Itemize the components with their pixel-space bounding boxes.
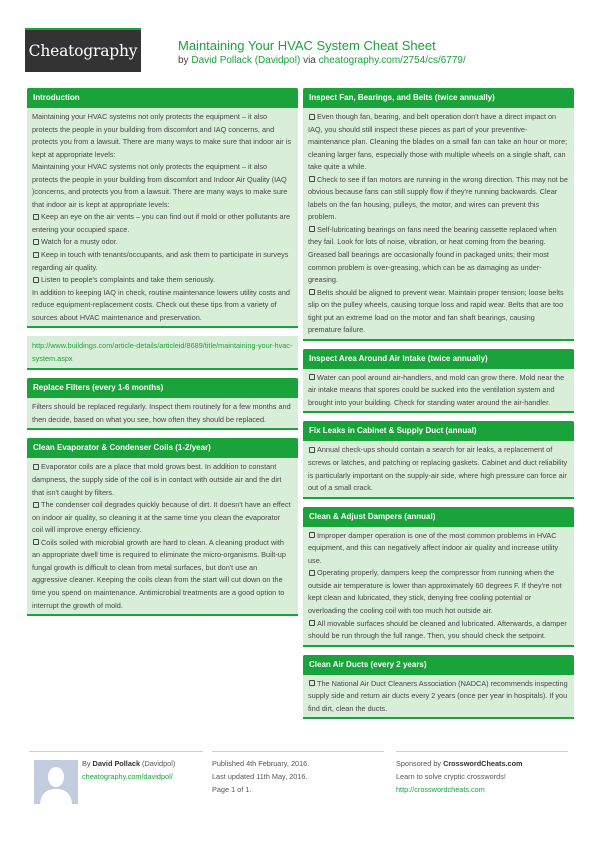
checkbox-icon bbox=[33, 214, 39, 220]
list-item: The condenser coil degrades quickly because of dirt. It doesn't have an effect on indoor air quality, so cleaning it at the same time you clean the evaporator coil will improve energy efficiency. bbox=[32, 500, 291, 535]
via-text: via bbox=[303, 55, 316, 66]
checkbox-icon bbox=[309, 447, 315, 453]
footer-author bbox=[29, 751, 203, 783]
intro-paragraph: Maintaining your HVAC systems not only protects the equipment – it also protects the people in your building from discomfort and Indoor Air Quality (IAQ )concerns, and protects you from a lawsuit. There are many ways to make sure that indoor air is kept at appropriate levels: bbox=[32, 162, 288, 209]
section-heading: Inspect Area Around Air Intake (twice annually) bbox=[303, 349, 574, 369]
list-item: Self-lubricating bearings on fans need the bearing cassette replaced when they fail. Look for lots of noise, vibration, or heat coming from the bearing. Greased ball bearings are occasionally found in packaged units; their most common problem is over-greasing, which can be as damaging as under-greasing. bbox=[308, 224, 557, 285]
sponsor-tagline: Learn to solve cryptic crosswords! bbox=[396, 772, 506, 781]
checkbox-icon bbox=[309, 374, 315, 380]
avatar[interactable] bbox=[34, 760, 78, 804]
list-item: Operating properly, dampers keep the compressor from running when the outside air temperature is lower than approximately 60 degrees F. If they're not kept clean and lubricated, they stick, denying free cooling potential or overloading the cooling coil with too much hot outside air. bbox=[308, 568, 562, 615]
intro-paragraph: Maintaining your HVAC systems not only protects the equipment – it also protects the people in your building from discomfort and IAQ concerns, and protects you from a lawsuit. There are many ways to make sure that indoor air is kept at appropriate levels: bbox=[32, 112, 292, 159]
left-column bbox=[27, 88, 298, 624]
footer-publication-info bbox=[212, 751, 384, 796]
checkbox-icon bbox=[33, 502, 39, 508]
section-body bbox=[27, 398, 298, 428]
checkbox-icon bbox=[309, 570, 315, 576]
checkbox-icon bbox=[309, 289, 315, 295]
list-item: Water can pool around air-handlers, and mold can grow there. Mold near the air intake means that spores could be sucked into the ventilation system and brought into your building. Check for standing water around the air-handler. bbox=[308, 372, 565, 407]
checkbox-icon bbox=[309, 620, 315, 626]
checkbox-icon bbox=[33, 464, 39, 470]
list-item: Even though fan, bearing, and belt operation don't have a direct impact on IAQ, you should still inspect these pieces as part of your preventive-maintenance plan. Cleaning the blades on a small fan can take an hour or more; cleaning larger fans, especially those with multiple wheels on a single shaft, can take quite a while. bbox=[308, 112, 568, 172]
sheet-url-link[interactable]: cheatography.com/2754/cs/6779/ bbox=[318, 55, 466, 66]
list-item: Improper damper operation is one of the most common problems in HVAC equipment, and this can negatively affect indoor air quality and increase utility use. bbox=[308, 530, 559, 565]
section-body bbox=[303, 527, 574, 645]
section-heading: Clean Evaporator & Condenser Coils (1-2/year) bbox=[27, 438, 298, 458]
list-item: The National Air Duct Cleaners Association (NADCA) recommends inspecting supply side and return air ducts every 2 years (once per year in hospitals). If you find dirt, clean the ducts. bbox=[308, 678, 568, 713]
checkbox-icon bbox=[33, 277, 39, 283]
section-air-ducts bbox=[303, 655, 574, 720]
checkbox-icon bbox=[33, 539, 39, 545]
page-header bbox=[25, 28, 575, 73]
author-name: David Pollack bbox=[92, 759, 140, 768]
checkbox-icon bbox=[309, 176, 315, 182]
source-link[interactable]: http://www.buildings.com/article-details/articleid/8689/title/maintaining-your-hvac-system.aspx bbox=[32, 341, 293, 363]
checkbox-icon bbox=[33, 239, 39, 245]
section-heading: Clean & Adjust Dampers (annual) bbox=[303, 507, 574, 527]
checkbox-icon bbox=[309, 114, 315, 120]
by-prefix: by bbox=[178, 55, 189, 66]
list-item: Evaporator coils are a place that mold grows best. In addition to constant dampness, the supply side of the coil is in contact with outside air and the dirt that isn't caught by filters. bbox=[32, 462, 282, 497]
author-link[interactable]: David Pollack (Davidpol) bbox=[191, 55, 301, 66]
author-profile-link[interactable]: cheatography.com/davidpol/ bbox=[82, 772, 173, 781]
logo-text: Cheatography bbox=[28, 42, 138, 60]
list-item: Watch for a musty odor. bbox=[32, 236, 293, 249]
right-column bbox=[303, 88, 574, 727]
list-item: Keep in touch with tenants/occupants, and ask them to participate in surveys regarding air quality. bbox=[32, 250, 289, 272]
published-date: Published 4th February, 2016. bbox=[212, 759, 310, 768]
author-line: By David Pollack (Davidpol) bbox=[82, 759, 176, 768]
list-item: Listen to people's complaints and take them seriously. bbox=[32, 274, 293, 287]
page-title[interactable]: Maintaining Your HVAC System Cheat Sheet bbox=[178, 38, 436, 53]
page-footer bbox=[27, 751, 573, 811]
list-item: Belts should be aligned to prevent wear. Maintain proper tension; loose belts slip on the pulley wheels, causing torque loss and rapid wear. Belts that are too tight put an extreme load on the motor and fan shaft bearings, causing premature failure. bbox=[308, 287, 564, 335]
section-heading: Fix Leaks in Cabinet & Supply Duct (annual) bbox=[303, 421, 574, 441]
section-heading: Replace Filters (every 1-6 months) bbox=[27, 378, 298, 398]
list-item: Keep an eye on the air vents – you can find out if mold or other pollutants are entering your occupied space. bbox=[32, 212, 291, 234]
cheatography-logo[interactable] bbox=[25, 28, 141, 72]
section-heading: Inspect Fan, Bearings, and Belts (twice annually) bbox=[303, 88, 574, 108]
intro-paragraph: In addition to keeping IAQ in check, routine maintenance lowers utility costs and reduce equipment-replacement costs. Check out these tips from a variety of sources about HVAC maintenance and preservation. bbox=[32, 287, 290, 322]
section-body bbox=[27, 108, 298, 326]
sponsor-name: CrosswordCheats.com bbox=[443, 759, 523, 768]
sponsor-line: Sponsored by CrosswordCheats.com bbox=[396, 759, 523, 768]
section-air-intake bbox=[303, 349, 574, 414]
title-block bbox=[178, 38, 466, 67]
footer-sponsor bbox=[396, 751, 568, 796]
list-item: Coils soiled with microbial growth are hard to clean. A cleaning product with an appropriate dwell time is required to eliminate the micro-organisms. Built-up fungal growth is difficult to clean from metal surfaces, but don't use an aggressive cleaner. Keeping the coils clean from the start will cut down on the time you spend on maintenance. Antimicrobial treatments are a good option to interrupt the growth of mold. bbox=[32, 537, 286, 610]
section-source-link bbox=[27, 336, 298, 370]
section-body bbox=[303, 675, 574, 718]
section-body bbox=[303, 441, 574, 496]
checkbox-icon bbox=[309, 226, 315, 232]
section-body bbox=[27, 458, 298, 614]
list-item: Annual check-ups should contain a search for air leaks, a replacement of screws or latches, and patching or replacing gaskets. Cabinet and duct reliability is particularly important on the supply-air side, where high pressure can force air out of a small crack. bbox=[308, 445, 568, 493]
section-heading: Clean Air Ducts (every 2 years) bbox=[303, 655, 574, 675]
list-item: Check to see if fan motors are running in the wrong direction. This may not be obvious because fans can still supply flow if they're running backwards. Clear labels on the fan housing, pulleys, the motor, and wires can prevent this problem. bbox=[308, 174, 568, 222]
section-inspect-fan bbox=[303, 88, 574, 341]
checkbox-icon bbox=[33, 252, 39, 258]
section-clean-coils bbox=[27, 438, 298, 616]
checkbox-icon bbox=[309, 532, 315, 538]
checkbox-icon bbox=[309, 680, 315, 686]
section-introduction bbox=[27, 88, 298, 328]
sponsor-link[interactable]: http://crosswordcheats.com bbox=[396, 785, 485, 794]
section-fix-leaks bbox=[303, 421, 574, 498]
page-count: Page 1 of 1. bbox=[212, 785, 252, 794]
section-dampers bbox=[303, 507, 574, 647]
section-body bbox=[303, 369, 574, 412]
user-silhouette-icon bbox=[34, 760, 78, 804]
section-replace-filters bbox=[27, 378, 298, 430]
section-heading: Introduction bbox=[27, 88, 298, 108]
section-body bbox=[303, 108, 574, 339]
section-text: Filters should be replaced regularly. Inspect them routinely for a few months and then decide, based on what you see, how often they should be replaced. bbox=[32, 402, 291, 424]
byline bbox=[178, 54, 466, 67]
updated-date: Last updated 11th May, 2016. bbox=[212, 772, 308, 781]
list-item: All movable surfaces should be cleaned and lubricated. Afterwards, a damper should be run through the full range. Then, you should check the setpoint. bbox=[308, 618, 567, 641]
